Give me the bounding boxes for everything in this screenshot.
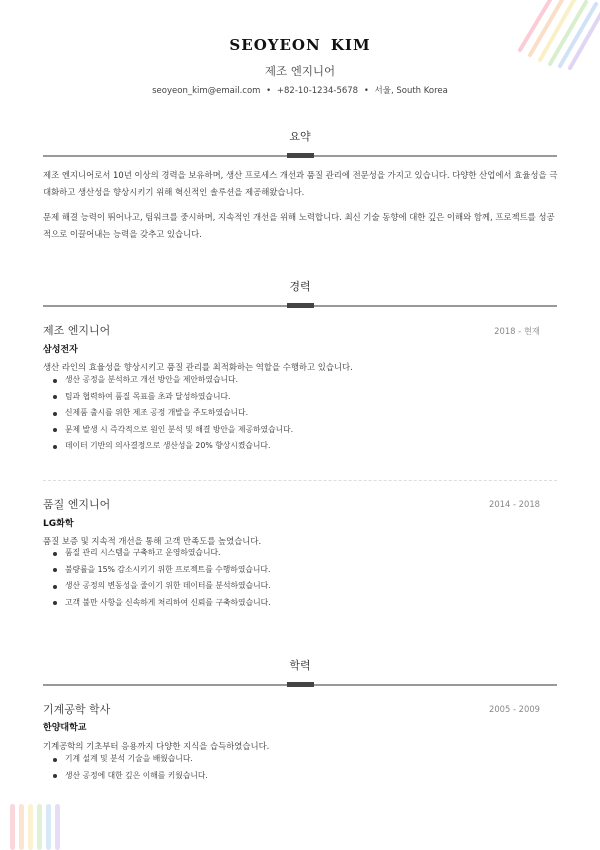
list-item: 생산 공정의 변동성을 줄이기 위한 데이터를 분석하였습니다. [65, 578, 271, 595]
list-item: 생산 공정에 대한 깊은 이해를 키웠습니다. [65, 768, 208, 785]
section-title-summary: 요약 [289, 130, 311, 143]
job-description: 품질 보증 및 지속적 개선을 통해 고객 만족도를 높였습니다. [43, 536, 262, 546]
education-bullet-list [48, 751, 208, 784]
section-divider-mark [287, 153, 314, 158]
phone-number: +82-10-1234-5678 [276, 86, 359, 96]
list-item: 신제품 출시를 위한 제조 공정 개발을 주도하였습니다. [65, 405, 293, 422]
job-dates: 2014 - 2018 [489, 499, 540, 509]
list-item: 데이터 기반의 의사결정으로 생산성을 20% 향상시켰습니다. [65, 438, 293, 455]
job-bullet-list [48, 372, 293, 455]
contact-separator: • [266, 86, 272, 96]
list-item: 문제 발생 시 즉각적으로 원인 분석 및 해결 방안을 제공하였습니다. [65, 422, 293, 439]
degree-title: 기계공학 학사 [43, 703, 111, 716]
contact-line [0, 84, 600, 96]
contact-separator: • [363, 86, 369, 96]
company-name: LG화학 [43, 519, 74, 529]
company-name: 삼성전자 [43, 345, 78, 355]
job-title: 제조 엔지니어 [43, 324, 111, 337]
list-item: 불량률을 15% 감소시키기 위한 프로젝트를 수행하였습니다. [65, 562, 271, 579]
summary-paragraph: 문제 해결 능력이 뛰어나고, 팀워크를 중시하며, 지속적인 개선을 위해 노력합니다. 최신 기술 동향에 대한 깊은 이해와 함께, 프로젝트를 성공적으로 이끌어내는 능력을 갖추고 있습니다. [43, 212, 555, 239]
list-item: 고객 불만 사항을 신속하게 처리하여 신뢰를 구축하였습니다. [65, 595, 271, 612]
location: 서울, South Korea [374, 86, 448, 96]
job-description: 생산 라인의 효율성을 향상시키고 품질 관리를 최적화하는 역할을 수행하고 있습니다. [43, 362, 353, 372]
section-divider-mark [287, 303, 314, 308]
list-item: 팀과 협력하여 품질 목표를 초과 달성하였습니다. [65, 389, 293, 406]
email-link[interactable]: seoyeon_kim@email.com [152, 86, 261, 96]
list-item: 품질 관리 시스템을 구축하고 운영하였습니다. [65, 545, 271, 562]
rainbow-stripes-decoration [510, 0, 600, 70]
list-item: 기계 설계 및 분석 기술을 배웠습니다. [65, 751, 208, 768]
section-title-experience: 경력 [289, 280, 311, 293]
section-divider-mark [287, 682, 314, 687]
section-title-education: 학력 [289, 659, 311, 672]
job-bullet-list [48, 545, 271, 611]
school-name: 한양대학교 [43, 723, 87, 733]
candidate-role: 제조 엔지니어 [264, 64, 336, 78]
entry-divider [43, 480, 557, 481]
education-description: 기계공학의 기초부터 응용까지 다양한 지식을 습득하였습니다. [43, 741, 270, 751]
pastel-bars-decoration [10, 800, 70, 850]
list-item: 생산 공정을 분석하고 개선 방안을 제안하였습니다. [65, 372, 293, 389]
candidate-name: SEOYEON KIM [229, 36, 371, 54]
job-title: 품질 엔지니어 [43, 498, 111, 511]
education-dates: 2005 - 2009 [489, 704, 540, 714]
summary-paragraph: 제조 엔지니어로서 10년 이상의 경력을 보유하며, 생산 프로세스 개선과 품질 관리에 전문성을 가지고 있습니다. 다양한 산업에서 효율성을 극대화하고 생산성을 향상시키기 위해 혁신적인 솔루션을 제공해왔습니다. [43, 170, 558, 197]
job-dates: 2018 - 현재 [494, 326, 540, 336]
